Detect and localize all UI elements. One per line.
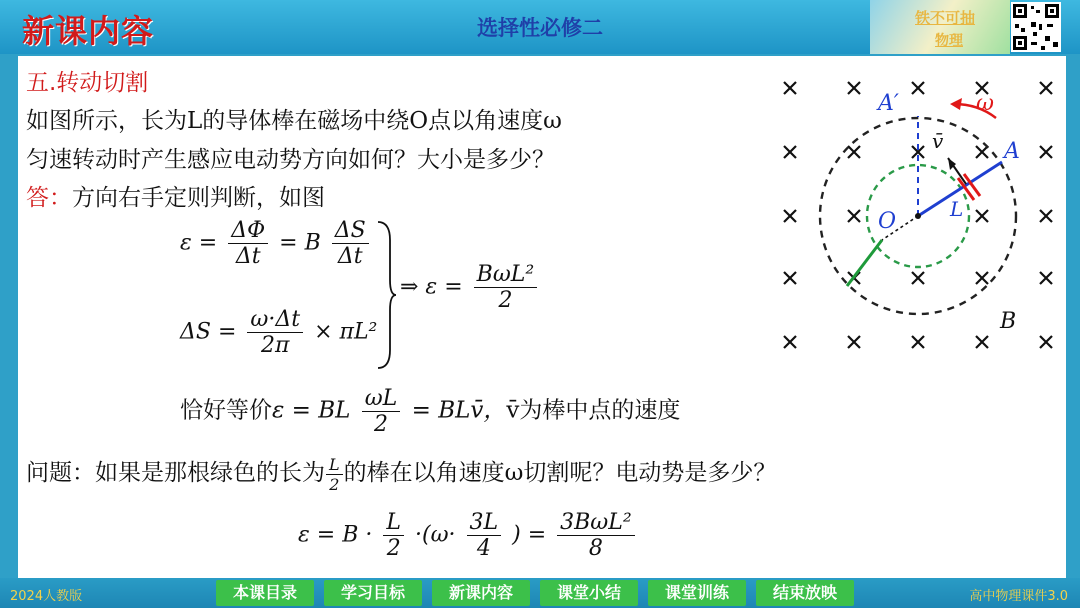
field-cross-icon — [784, 82, 796, 94]
equiv-eq: ε = BL — [272, 397, 351, 424]
eq1-frac1-num: ΔΦ — [228, 218, 268, 244]
nav-lesson-contents-button[interactable]: 本课目录 — [216, 580, 314, 606]
final-frac2 — [467, 510, 502, 561]
field-cross-icon — [912, 336, 924, 348]
field-cross-icon — [976, 272, 988, 284]
problem-frac-den: 2 — [329, 474, 340, 494]
green-rod — [847, 240, 882, 286]
problem-frac-num: L — [326, 455, 343, 475]
equation-emf-flux — [180, 218, 373, 269]
final-frac2-den: 4 — [476, 536, 491, 561]
eq3-lhs: ⇒ ε = — [400, 274, 463, 300]
final-lhs: ε = B · — [298, 522, 373, 548]
equation-area — [180, 307, 377, 358]
eq3-frac-num: BωL² — [474, 262, 538, 288]
nav-new-content-button[interactable]: 新课内容 — [432, 580, 530, 606]
eq2-frac — [247, 307, 303, 358]
label-a-prime: A′ — [878, 91, 899, 116]
final-frac3-num: 3BωL² — [557, 510, 635, 536]
problem-prefix: 问题：如果是那根绿色的长为 — [26, 460, 325, 486]
field-cross-icon — [848, 210, 860, 222]
label-velocity: v̄ — [932, 129, 944, 153]
rotation-diagram — [770, 60, 1070, 360]
answer-line — [26, 179, 325, 212]
pivot-point — [915, 213, 921, 219]
nav-summary-button[interactable]: 课堂小结 — [540, 580, 638, 606]
equiv-rhs: = BLv̄， — [411, 397, 507, 424]
label-omega: ω — [976, 91, 994, 116]
field-cross-icon — [1040, 272, 1052, 284]
courseware-label: 高中物理课件3.0 — [969, 589, 1068, 604]
field-cross-icon — [1040, 336, 1052, 348]
field-cross-icon — [976, 146, 988, 158]
nav-learning-goals-button[interactable]: 学习目标 — [324, 580, 422, 606]
problem-line — [26, 454, 776, 494]
final-mid: ·(ω· — [415, 522, 456, 548]
field-cross-icon — [848, 82, 860, 94]
field-cross-icon — [1040, 146, 1052, 158]
brand-text-bottom: 物理 — [935, 33, 963, 49]
rotation-arrowhead-icon — [950, 98, 962, 110]
final-frac1-num: L — [383, 510, 404, 536]
field-cross-icon — [784, 210, 796, 222]
eq1-frac-flux — [228, 218, 268, 269]
final-equation — [298, 510, 639, 561]
qr-code-icon — [1011, 2, 1061, 52]
brand-text-top: 铁不可抽 — [915, 9, 976, 27]
question-line-1: 如图所示，长为L的导体棒在磁场中绕O点以角速度ω — [26, 108, 562, 134]
eq2-lhs: ΔS = — [180, 319, 237, 345]
final-frac1 — [383, 510, 404, 561]
eq2-frac-den: 2π — [260, 333, 290, 358]
field-cross-icon — [848, 336, 860, 348]
nav-end-show-button[interactable]: 结束放映 — [756, 580, 854, 606]
field-cross-icon — [784, 336, 796, 348]
equiv-prefix: 恰好等价 — [180, 397, 272, 424]
equiv-frac — [362, 386, 401, 437]
eq2-rhs: × πL² — [314, 319, 378, 345]
eq1-frac-area — [332, 218, 369, 269]
field-cross-icon — [784, 146, 796, 158]
label-o: O — [878, 209, 897, 234]
field-cross-icon — [912, 82, 924, 94]
final-eq: ) = — [512, 522, 547, 548]
equiv-frac-num: ωL — [362, 386, 401, 412]
nav-practice-button[interactable]: 课堂训练 — [648, 580, 746, 606]
equiv-suffix: v̄为棒中点的速度 — [506, 397, 681, 424]
eq1-lhs: ε = — [180, 230, 218, 256]
answer-text: 方向右手定则判断，如图 — [72, 185, 325, 211]
eq1-mid: = B — [279, 230, 321, 256]
problem-frac — [326, 455, 343, 494]
field-cross-icon — [1040, 82, 1052, 94]
final-frac2-num: 3L — [467, 510, 502, 536]
label-a: A — [1004, 139, 1020, 164]
field-cross-icon — [912, 272, 924, 284]
label-b: B — [1000, 309, 1017, 334]
field-cross-icon — [976, 210, 988, 222]
eq2-frac-num: ω·Δt — [247, 307, 303, 333]
field-cross-icon — [1040, 210, 1052, 222]
eq1-frac2-den: Δt — [337, 244, 363, 269]
edition-label: 2024人教版 — [10, 589, 83, 604]
eq3-frac-den: 2 — [498, 288, 513, 313]
final-frac3-den: 8 — [588, 536, 603, 561]
page-title: 新课内容 — [22, 12, 155, 50]
brace-icon — [376, 220, 398, 370]
answer-label: 答： — [26, 185, 72, 211]
equivalence-line — [180, 386, 680, 437]
final-frac3 — [557, 510, 635, 561]
problem-suffix: 的棒在以角速度ω切割呢？电动势是多少？ — [343, 460, 777, 486]
label-l: L — [950, 197, 964, 221]
field-cross-icon — [784, 272, 796, 284]
eq1-frac2-num: ΔS — [332, 218, 369, 244]
equation-result — [400, 262, 541, 313]
section-title: 五.转动切割 — [26, 70, 149, 96]
page-subtitle: 选择性必修二 — [477, 16, 603, 40]
final-frac1-den: 2 — [386, 536, 401, 561]
field-cross-icon — [848, 146, 860, 158]
eq1-frac1-den: Δt — [235, 244, 261, 269]
equiv-frac-den: 2 — [374, 412, 389, 437]
eq3-frac — [474, 262, 538, 313]
field-cross-icon — [976, 336, 988, 348]
question-line-2: 匀速转动时产生感应电动势方向如何？大小是多少？ — [26, 147, 555, 173]
